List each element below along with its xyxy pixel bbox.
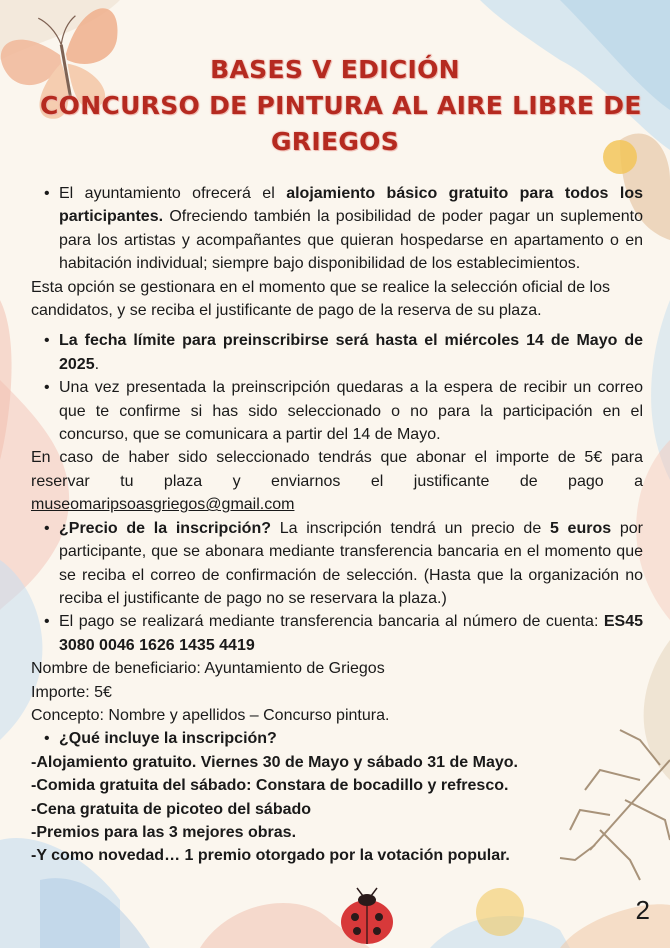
document-body (31, 182, 643, 868)
amount: Importe: 5€ (31, 683, 112, 701)
list-item-accommodation: • El ayuntamiento ofrecerá el alojamiento básico gratuito para todos los participantes. Ofreciendo también la posibilidad de poder pagar un suplemento para los artistas y acompañantes que quieran hospedarse en apartamento o en habitación individual; siempre bajo disponibilidad de los establecimientos. (31, 182, 643, 276)
includes-items (31, 751, 643, 868)
concept: Concepto: Nombre y apellidos – Concurso pintura. (31, 706, 390, 724)
deadline-list (31, 329, 643, 446)
list-item-price: • ¿Precio de la inscripción? La inscripción tendrá un precio de 5 euros por participante, que se abonara mediante transferencia bancaria en el momento que se reciba el correo de confirmación de selección. (Hasta que la organización no reciba el justificante de pago no se reservara la plaza.) (31, 517, 643, 611)
list-item: -Alojamiento gratuito. Viernes 30 de Mayo y sábado 31 de Mayo. (31, 753, 518, 771)
accommodation-note: Esta opción se gestionara en el momento que se realice la selección oficial de los candidatos, y se reciba el justificante de pago de la reserva de su plaza. (31, 278, 610, 320)
iban: ES45 3080 0046 1626 1435 4419 (59, 613, 643, 654)
list-item-deadline: • La fecha límite para preinscribirse será hasta el miércoles 14 de Mayo de 2025. (31, 329, 643, 376)
price-list (31, 517, 643, 657)
list-item-preregistration: • Una vez presentada la preinscripción quedaras a la espera de recibir un correo que te confirme si has sido seleccionado o no para la participación en el concurso, que se comunicara a partir del 14 de Mayo. (31, 376, 643, 446)
beneficiary: Nombre de beneficiario: Ayuntamiento de Griegos (31, 660, 385, 678)
email-link[interactable]: museomaripsoasgriegos@gmail.com (31, 496, 295, 514)
payment-instructions: En caso de haber sido seleccionado tendrás que abonar el importe de 5€ para reservar tu plaza y enviarnos el justificante de pago a (31, 449, 643, 490)
page-number: 2 (635, 895, 650, 925)
title-line-2: CONCURSO DE PINTURA AL AIRE LIBRE DE (40, 91, 642, 120)
includes-list (31, 727, 643, 750)
title-line-1: BASES V EDICIÓN (210, 55, 460, 84)
accommodation-list (31, 182, 643, 276)
title-line-3: GRIEGOS (270, 127, 400, 156)
list-item: -Cena gratuita de picoteo del sábado (31, 800, 312, 818)
list-item: -Comida gratuita del sábado: Constara de bocadillo y refresco. (31, 777, 509, 795)
list-item-includes: • ¿Qué incluye la inscripción? (31, 727, 643, 750)
list-item-bank-transfer: • El pago se realizará mediante transferencia bancaria al número de cuenta: ES45 3080 0046 1626 1435 4419 (31, 610, 643, 657)
list-item: -Premios para las 3 mejores obras. (31, 823, 297, 841)
page-title (40, 52, 642, 160)
list-item: -Y como novedad… 1 premio otorgado por la votación popular. (31, 847, 510, 865)
